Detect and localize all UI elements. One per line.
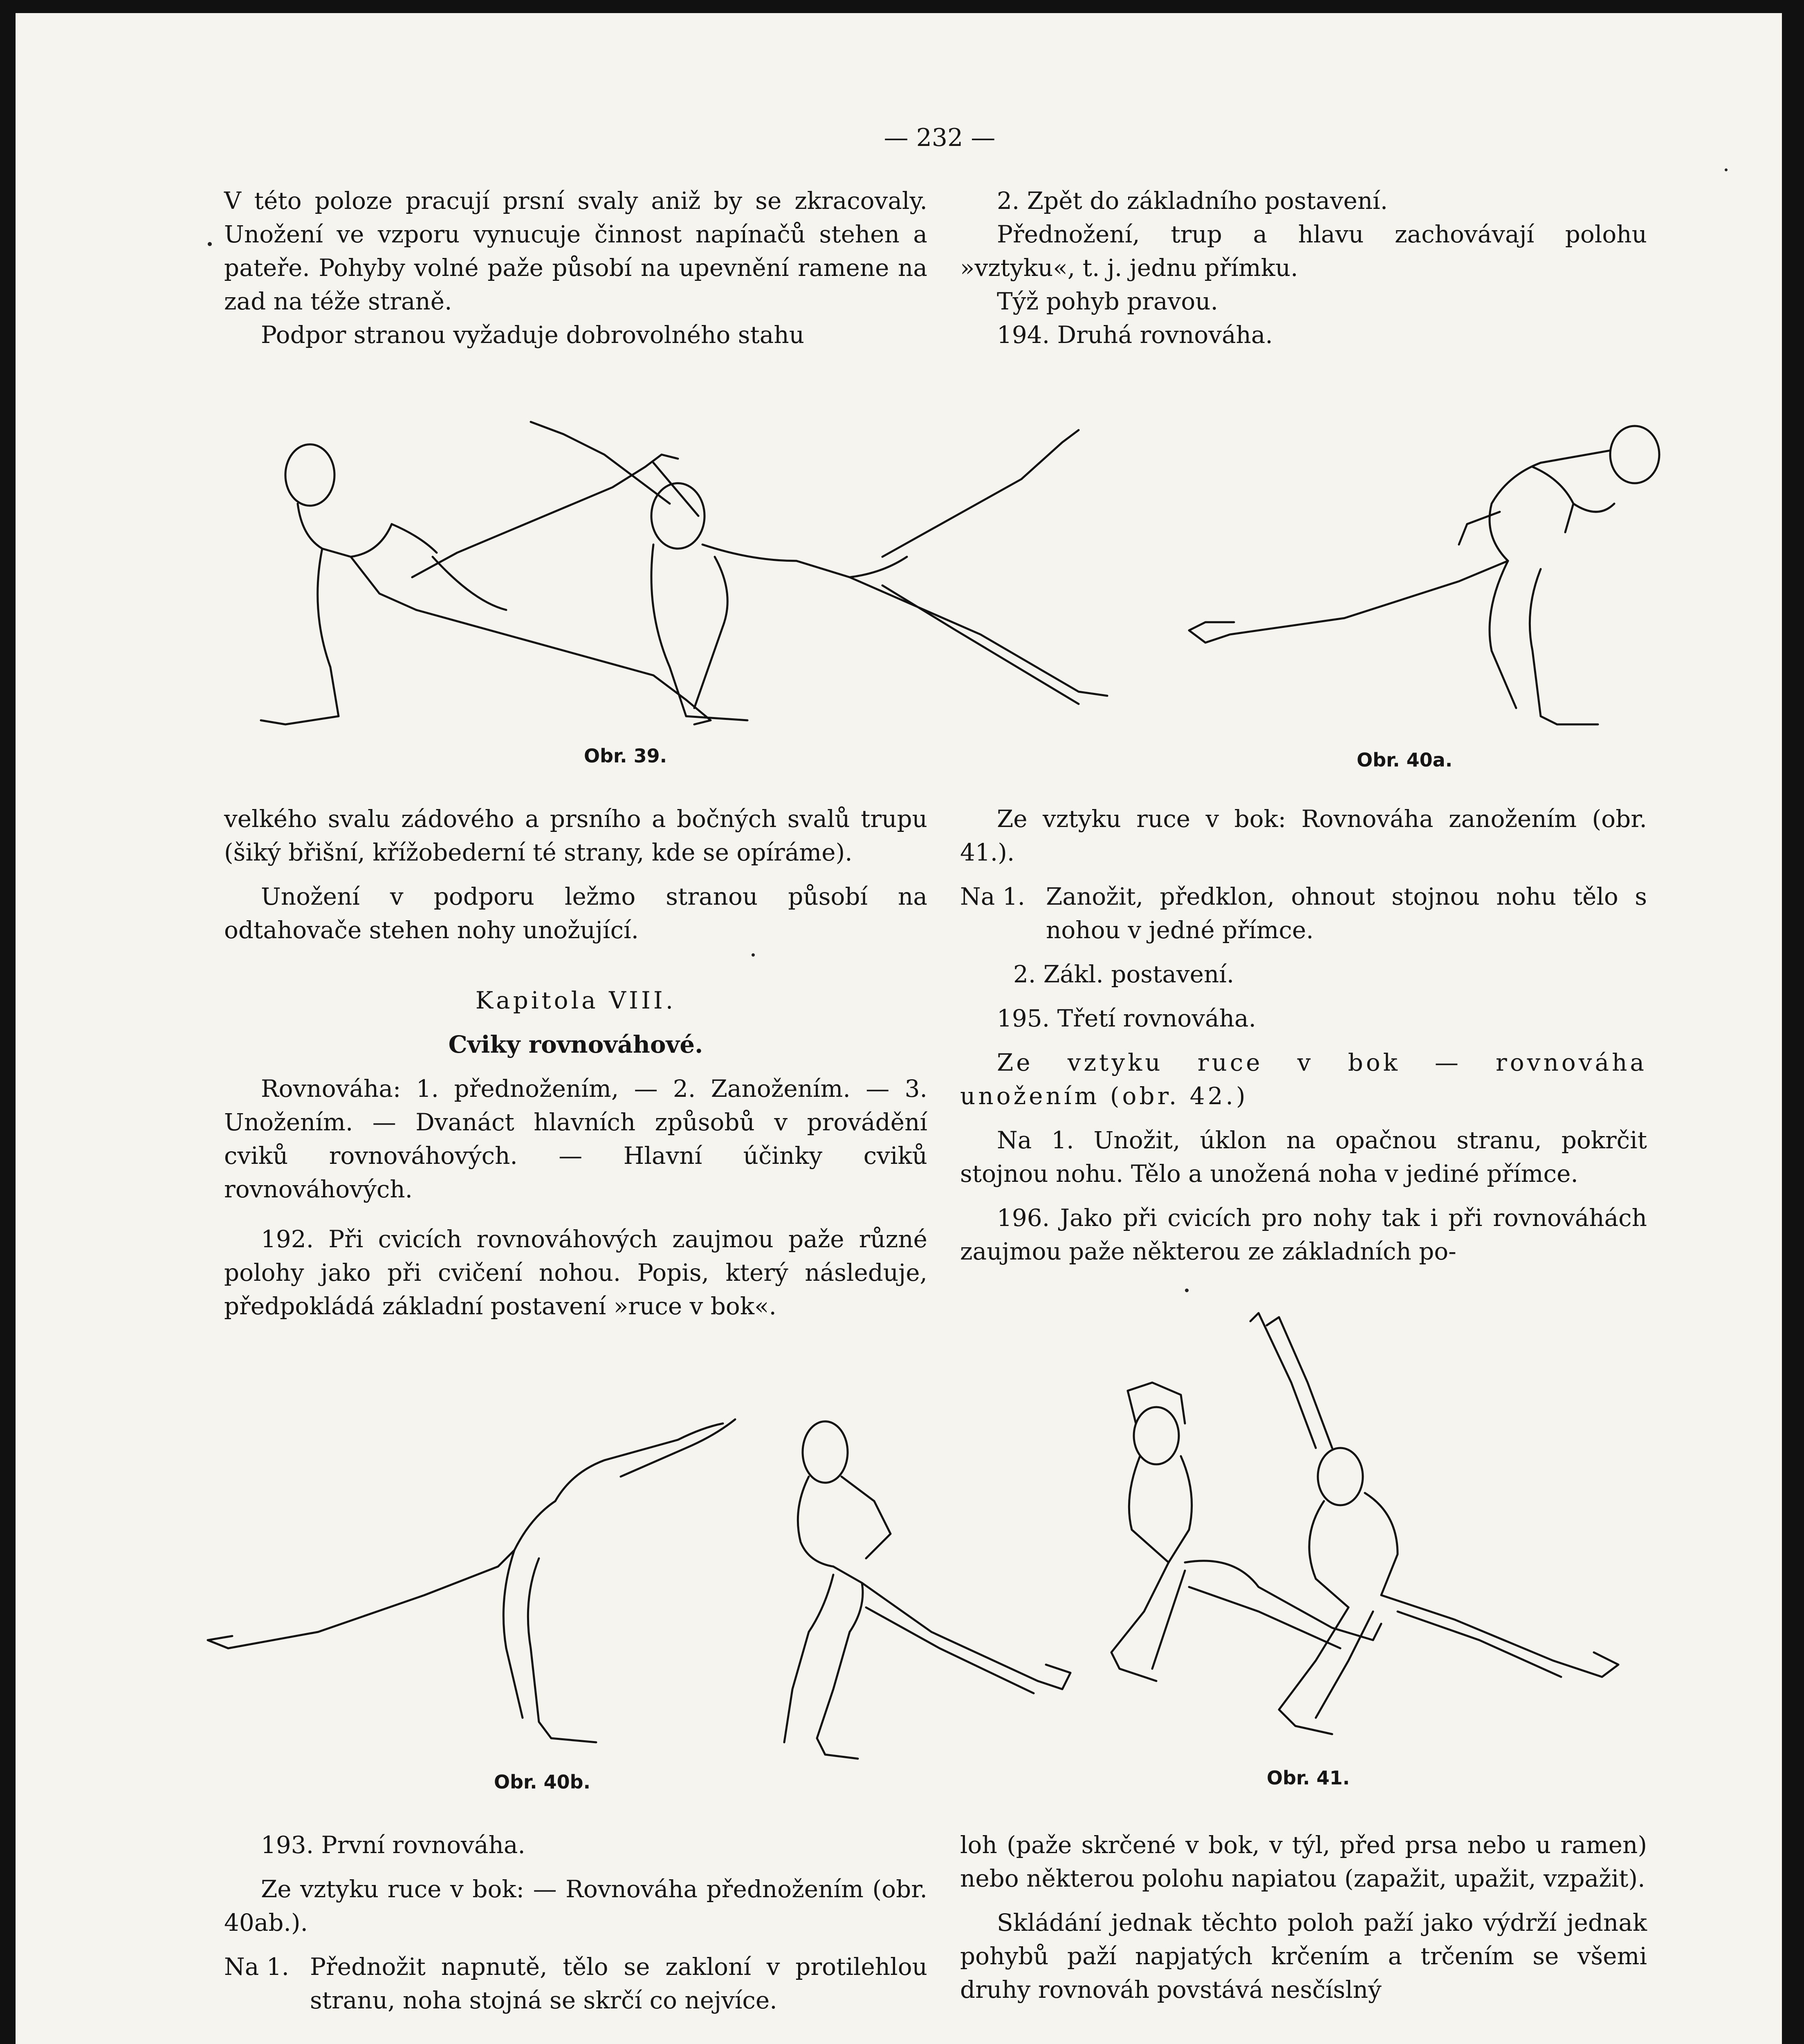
paragraph: 192. Při cvicích rovnováhových zaujmou paže různé polohy jako při cvičení nohou. Popis, který následuje, předpokládá základní postavení »ruce v bok«.	[224, 1225, 927, 1320]
paragraph: 195. Třetí rovnováha.	[997, 1004, 1257, 1032]
scanned-page	[16, 13, 1782, 2044]
figure-40a-illustration	[1173, 389, 1688, 733]
paragraph: 196. Jako při cvicích pro nohy tak i při rovnováhách zaujmou paže některou ze základních po-	[960, 1204, 1647, 1265]
figure-39-caption: Obr. 39.	[584, 745, 667, 767]
figure-41-illustration	[1087, 1301, 1692, 1759]
paragraph: Podpor stranou vyžaduje dobrovolného stahu	[261, 321, 805, 349]
instruction-text: Zanožit, předklon, ohnout stojnou nohu tělo s nohou v jedné přímce.	[1046, 883, 1647, 944]
figure-40a-caption: Obr. 40a.	[1357, 749, 1453, 771]
paragraph: Týž pohyb pravou.	[997, 287, 1218, 315]
instruction	[224, 1950, 927, 2017]
paragraph: V této poloze pracují prsní svaly aniž by se zkracovaly. Unožení ve vzporu vynucuje činnost napínačů stehen a pateře. Pohyby volné paže působí na upevnění ramene na zad na téže straně.	[224, 187, 927, 315]
paragraph: Ze vztyku ruce v bok: Rovnováha zanožením (obr. 41.).	[960, 805, 1647, 866]
instruction	[960, 880, 1647, 947]
instruction-label: Na 1.	[224, 1953, 289, 1981]
right-bottom-column	[960, 1828, 1647, 2006]
paragraph: Ze vztyku ruce v bok — rovnováha unožením (obr. 42.)	[960, 1049, 1647, 1110]
left-top-column	[224, 184, 927, 352]
scan-speck	[208, 242, 212, 246]
paragraph: loh (paže skrčené v bok, v týl, před prsa nebo u ramen) nebo některou polohu napiatou (zapažit, upažit, vzpažit).	[960, 1831, 1647, 1892]
figure-39-illustration	[245, 381, 1144, 728]
scan-speck	[1185, 1289, 1189, 1292]
chapter-title: Cviky rovnováhové.	[448, 1031, 703, 1058]
paragraph: Ze vztyku ruce v bok: — Rovnováha přednožením (obr. 40ab.).	[224, 1875, 927, 1936]
scan-speck	[1725, 168, 1728, 171]
paragraph: 2. Zpět do základního postavení.	[997, 187, 1388, 215]
paragraph: 194. Druhá rovnováha.	[997, 321, 1273, 349]
figure-40b-illustration	[171, 1403, 1152, 1812]
left-bottom-column	[224, 1828, 927, 2017]
paragraph: Unožení v podporu ležmo stranou působí na odtahovače stehen nohy unožující.	[224, 883, 927, 944]
paragraph: velkého svalu zádového a prsního a bočných svalů trupu (šiký břišní, křížobederní té strany, kde se opíráme).	[224, 805, 927, 866]
paragraph: 2. Zákl. postavení.	[1013, 960, 1234, 988]
page-number: — 232 —	[884, 123, 996, 152]
paragraph: 193. První rovnováha.	[261, 1831, 525, 1859]
instruction-text: Přednožit napnutě, tělo se zakloní v protilehlou stranu, noha stojná se skrčí co nejvíce.	[310, 1953, 927, 2014]
chapter-summary: Rovnováha: 1. přednožením, — 2. Zanožením. — 3. Unožením. — Dvanáct hlavních způsobů v provádění cviků rovnováhových. — Hlavní účinky cviků rovnováhových.	[224, 1075, 927, 1203]
chapter-heading: Kapitola VIII.	[475, 986, 676, 1014]
paragraph: Přednožení, trup a hlavu zachovávají polohu »vztyku«, t. j. jednu přímku.	[960, 220, 1647, 282]
figure-40b-caption: Obr. 40b.	[494, 1771, 591, 1793]
scan-speck	[752, 953, 755, 957]
right-top-column	[960, 184, 1647, 352]
left-mid-column	[224, 802, 927, 1323]
paragraph: Skládání jednak těchto poloh paží jako výdrží jednak pohybů paží napjatých krčením a trčením se všemi druhy rovnováh povstává nesčíslný	[960, 1909, 1647, 2004]
right-mid-column	[960, 802, 1647, 1268]
figure-41-caption: Obr. 41.	[1267, 1767, 1350, 1789]
paragraph: Na 1. Unožit, úklon na opačnou stranu, pokrčit stojnou nohu. Tělo a unožená noha v jediné přímce.	[960, 1126, 1647, 1188]
instruction-label: Na 1.	[960, 883, 1025, 910]
